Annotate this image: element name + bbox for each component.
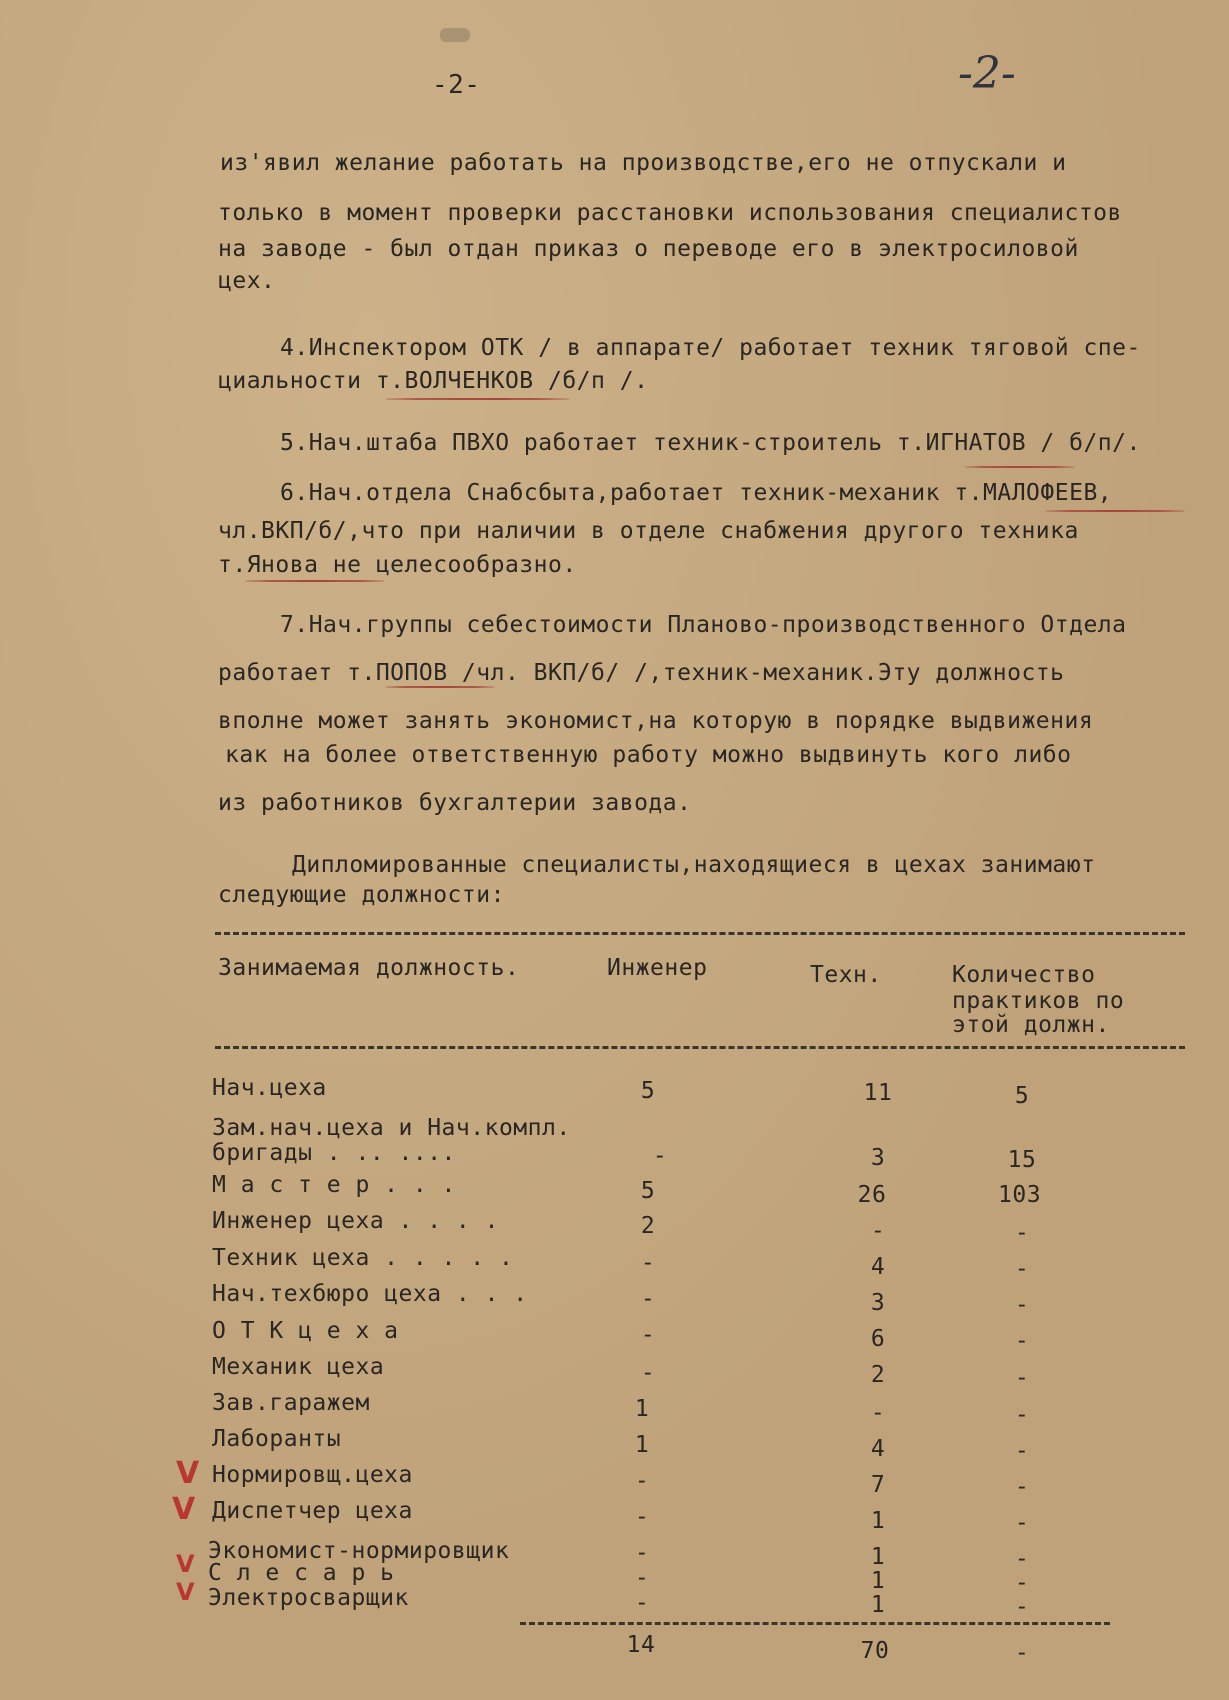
row-technician: 4 [870,1254,886,1280]
row-practitioners: 103 [998,1182,1042,1208]
page-number-typed: -2- [432,70,481,100]
row-position: С л е с а р ь [208,1560,395,1586]
red-underline [385,686,495,688]
row-practitioners: - [1014,1365,1030,1391]
row-technician: 1 [870,1544,886,1570]
row-position: Нач.цеха [212,1075,327,1101]
row-technician: 1 [870,1592,886,1618]
table-intro: следующие должности: [218,882,505,908]
item-4-line: 4.Инспектором ОТК / в аппарате/ работает техник тяговой спе- [280,335,1141,361]
row-practitioners: 5 [1014,1083,1030,1109]
body-line: только в момент проверки расстановки использования специалистов [218,200,1122,226]
row-engineer: - [634,1540,650,1566]
check-mark-icon: V [176,1550,195,1578]
row-position: Экономист-нормировщик [208,1538,510,1564]
row-position: О Т К ц е х а [212,1318,399,1344]
row-practitioners: - [1014,1510,1030,1536]
row-technician: - [870,1400,886,1426]
row-technician: 3 [870,1290,886,1316]
table-intro: Дипломированные специалисты,находящиеся в цехах занимают [292,852,1096,878]
row-technician: 6 [870,1326,886,1352]
red-underline [385,398,570,400]
row-position: Электросварщик [208,1585,409,1611]
item-7-line: как на более ответственную работу можно выдвинуть кого либо [225,742,1072,768]
row-engineer: - [640,1286,656,1312]
red-underline [965,466,1075,468]
row-practitioners: - [1014,1328,1030,1354]
stamp-mark [440,28,470,42]
total-engineer: 14 [626,1632,656,1658]
row-engineer: 2 [640,1213,656,1239]
row-technician: 7 [870,1472,886,1498]
total-practitioners: - [1014,1640,1030,1666]
row-position: М а с т е р . . . [212,1172,456,1198]
item-5-line: 5.Нач.штаба ПВХО работает техник-строитель т.ИГНАТОВ / б/п/. [280,430,1141,456]
row-technician: 1 [870,1508,886,1534]
item-7-line: из работников бухгалтерии завода. [218,790,692,816]
item-7-line: вполне может занять экономист,на которую в порядке выдвижения [218,708,1094,734]
header-practitioners: Количество [952,962,1096,988]
page-number-handwritten: -2- [958,48,1016,99]
row-position: Зав.гаражем [212,1390,370,1416]
row-technician: 11 [863,1080,893,1106]
row-practitioners: - [1014,1220,1030,1246]
table-rule-header [215,1046,1185,1049]
item-7-line: работает т.ПОПОВ /чл. ВКП/б/ /,техник-механик.Эту должность [218,660,1065,686]
row-practitioners: 15 [1007,1147,1037,1173]
row-practitioners: - [1014,1256,1030,1282]
row-engineer: - [634,1468,650,1494]
row-technician: 26 [857,1182,887,1208]
body-line: цех. [218,268,276,294]
table-rule-top [215,932,1185,935]
row-engineer: 1 [634,1432,650,1458]
row-technician: 1 [870,1568,886,1594]
row-practitioners: - [1014,1546,1030,1572]
row-engineer: - [640,1322,656,1348]
row-practitioners: - [1014,1438,1030,1464]
row-position: Инженер цеха . . . . [212,1208,499,1234]
row-position: Механик цеха [212,1354,385,1380]
row-position: Нач.техбюро цеха . . . [212,1281,528,1307]
row-engineer: - [640,1250,656,1276]
header-position: Занимаемая должность. [218,955,520,981]
item-6-line: 6.Нач.отдела Снабсбыта,работает техник-механик т.МАЛОФЕЕВ, [280,480,1113,506]
row-position: Зам.нач.цеха и Нач.компл. [212,1115,571,1141]
row-engineer: 5 [640,1078,656,1104]
row-position: Диспетчер цеха [212,1498,413,1524]
row-position: Техник цеха . . . . . [212,1245,514,1271]
row-technician: 4 [870,1436,886,1462]
header-practitioners: практиков по [952,988,1125,1014]
header-engineer: Инженер [607,955,708,981]
row-practitioners: - [1014,1474,1030,1500]
row-practitioners: - [1014,1402,1030,1428]
row-practitioners: - [1014,1292,1030,1318]
row-position: Нормировщ.цеха [212,1462,413,1488]
row-position: бригады . .. .... [212,1140,456,1166]
body-line: на заводе - был отдан приказ о переводе его в электросиловой [218,236,1079,262]
row-practitioners: - [1014,1594,1030,1620]
item-6-line: т.Янова не целесообразно. [218,552,577,578]
check-mark-icon: V [176,1578,195,1606]
row-engineer: - [640,1360,656,1386]
row-position: Лаборанты [212,1426,342,1452]
row-engineer: 1 [634,1396,650,1422]
row-technician: - [870,1218,886,1244]
row-engineer: 5 [640,1178,656,1204]
row-technician: 3 [870,1145,886,1171]
row-practitioners: - [1014,1570,1030,1596]
total-technician: 70 [860,1638,890,1664]
row-engineer: - [634,1590,650,1616]
item-4-line: циальности т.ВОЛЧЕНКОВ /б/п /. [218,368,649,394]
red-underline [1045,510,1185,512]
red-underline [245,580,385,582]
row-engineer: - [634,1504,650,1530]
item-6-line: чл.ВКП/б/,что при наличии в отделе снабжения другого техника [218,518,1079,544]
row-engineer: - [634,1565,650,1591]
header-practitioners: этой должн. [952,1012,1110,1038]
body-line: из'явил желание работать на производстве,его не отпускали и [220,150,1067,176]
item-7-line: 7.Нач.группы себестоимости Планово-производственного Отдела [280,612,1127,638]
row-technician: 2 [870,1362,886,1388]
table-rule-totals [520,1622,1110,1625]
row-engineer: - [652,1143,668,1169]
check-mark-icon: V [176,1456,200,1491]
check-mark-icon: V [172,1492,196,1527]
header-technician: Техн. [810,962,882,988]
